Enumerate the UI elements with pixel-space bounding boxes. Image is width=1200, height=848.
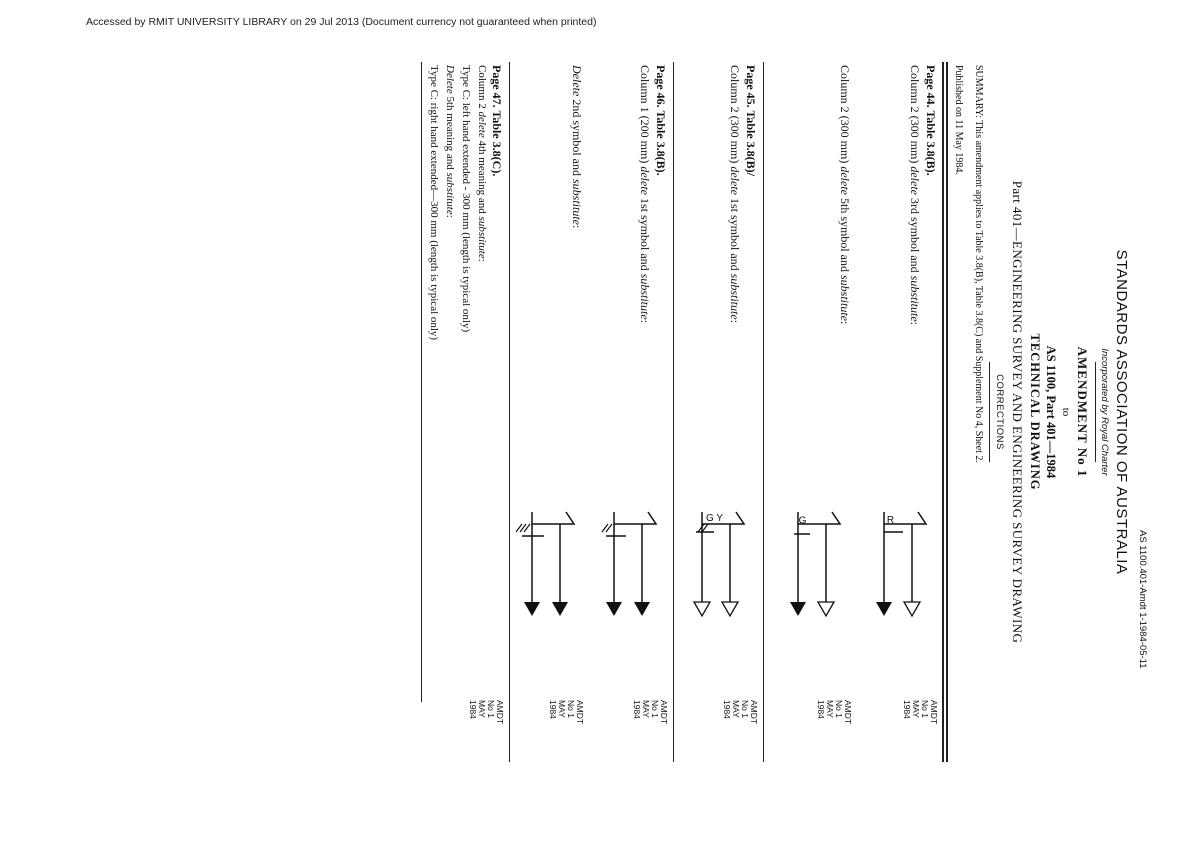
section-2-instruction: Column 2 (300 mm) delete 5th symbol and substitute: xyxy=(838,65,852,325)
section-4-heading: Page 46. Table 3.8(B). xyxy=(654,65,668,176)
access-banner: Accessed by RMIT UNIVERSITY LIBRARY on 29 Jul 2013 (Document currency not guaranteed when printed) xyxy=(86,16,597,28)
amdt-stamp-4: AMDT No 1 MAY 1984 xyxy=(632,700,669,725)
to-label: to xyxy=(1060,407,1072,417)
divider-2 xyxy=(673,62,674,762)
divider-1 xyxy=(763,62,764,762)
survey-symbol-4 xyxy=(596,502,666,622)
section-1-instruction: Column 2 (300 mm) delete 3rd symbol and substitute: xyxy=(908,65,922,326)
survey-symbol-5 xyxy=(514,502,584,622)
summary-text: SUMMARY: This amendment applies to Table 3.8(B), Table 3.8(C) and Supplement No 4, Sheet 2. xyxy=(973,65,984,463)
double-rule-top xyxy=(947,62,949,762)
section-5-instruction: Delete 2nd symbol and substitute: xyxy=(570,65,584,229)
section-6-heading: Page 47. Table 3.8(C). xyxy=(490,65,504,177)
section-6-line-1: Column 2 delete 4th meaning and substitute: xyxy=(476,65,488,262)
amdt-stamp-6: AMDT No 1 MAY 1984 xyxy=(468,700,505,725)
survey-symbol-2 xyxy=(780,502,850,622)
section-3-instruction: Column 2 (300 mm) delete 1st symbol and substitute: xyxy=(728,65,742,324)
amendment-title: AMENDMENT No 1 xyxy=(1075,346,1090,478)
section-4-instruction: Column 1 (200 mm) delete 1st symbol and substitute: xyxy=(638,65,652,324)
symbol-3-label: G Y xyxy=(705,513,724,525)
divider-bottom xyxy=(421,62,422,702)
section-6-line-2: Type C: left hand extended - 300 mm (length is typical only) xyxy=(460,65,472,333)
divider-3 xyxy=(509,62,510,762)
amdt-stamp-5: AMDT No 1 MAY 1984 xyxy=(548,700,585,725)
standard-title: TECHNICAL DRAWING xyxy=(1028,333,1042,491)
symbol-1-label: R xyxy=(886,515,895,527)
section-6-line-3: Delete 5th meaning and substitute: xyxy=(444,65,456,218)
document-reference: AS 1100.401-Amdt 1-1984-05-11 xyxy=(1137,530,1148,669)
standard-number: AS 1100, Part 401—1984 xyxy=(1044,345,1058,479)
org-name: STANDARDS ASSOCIATION OF AUSTRALIA xyxy=(1113,249,1130,575)
published-date: Published on 11 May 1984. xyxy=(953,65,964,175)
section-6-line-4: Type C: right hand extended—300 mm (length is typical only) xyxy=(428,65,440,341)
charter-line: Incorporated by Royal Charter xyxy=(1099,348,1110,476)
section-1-heading: Page 44. Table 3.8(B). xyxy=(924,65,938,176)
section-3-heading: Page 45. Table 3.8(B)/ xyxy=(744,65,758,177)
amdt-stamp-1: AMDT No 1 MAY 1984 xyxy=(902,700,939,725)
corrections-label: CORRECTIONS xyxy=(994,374,1005,450)
part-title: Part 401—ENGINEERING SURVEY AND ENGINEERING SURVEY DRAWING xyxy=(1010,180,1025,644)
survey-symbol-1 xyxy=(866,502,936,622)
header-rule xyxy=(1095,362,1096,462)
amdt-stamp-3: AMDT No 1 MAY 1984 xyxy=(722,700,759,725)
rotated-document-page xyxy=(230,62,1150,762)
symbol-2-label: G xyxy=(798,515,807,527)
amdt-stamp-2: AMDT No 1 MAY 1984 xyxy=(816,700,853,725)
double-rule-bottom xyxy=(943,62,945,762)
corrections-rule xyxy=(989,362,990,462)
